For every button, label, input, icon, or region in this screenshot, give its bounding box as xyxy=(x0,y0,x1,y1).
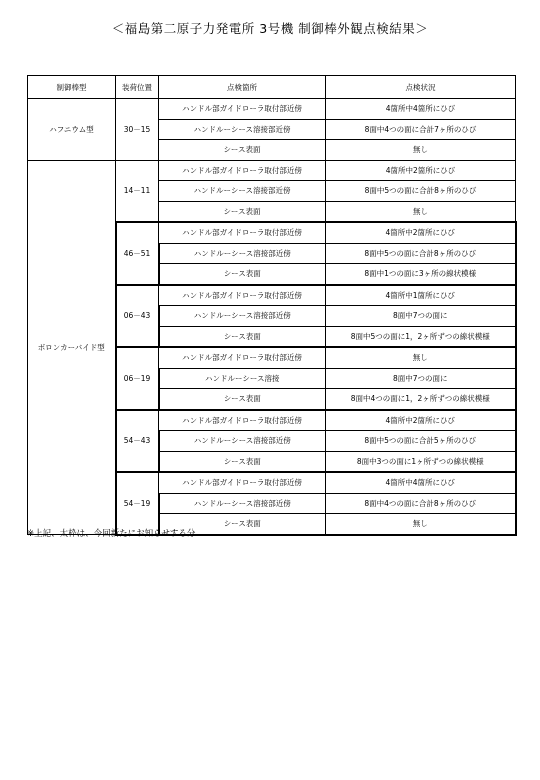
location-cell: シース表面 xyxy=(159,201,326,222)
location-cell: ハンドル部ガイドローラ取付部近傍 xyxy=(159,472,326,493)
status-cell: 8面中4つの面に合計8ヶ所のひび xyxy=(326,493,516,514)
location-cell: ハンドル部ガイドローラ取付部近傍 xyxy=(159,160,326,181)
position-cell: 46－51 xyxy=(116,222,159,285)
status-cell: 8面中5つの面に合計8ヶ所のひび xyxy=(326,243,516,264)
location-cell: ハンドル部ガイドローラ取付部近傍 xyxy=(159,285,326,306)
status-cell: 8面中5つの面に合計5ヶ所のひび xyxy=(326,431,516,452)
position-cell: 06－19 xyxy=(116,347,159,410)
inspection-results-table xyxy=(27,75,517,536)
location-cell: ハンドルーシース溶接部近傍 xyxy=(159,431,326,452)
location-cell: ハンドル部ガイドローラ取付部近傍 xyxy=(159,99,326,120)
table-row xyxy=(28,99,516,120)
status-cell: 無し xyxy=(326,514,516,535)
status-cell: 8面中7つの面に xyxy=(326,306,516,327)
position-cell: 54－19 xyxy=(116,472,159,535)
status-cell: 4箇所中2箇所にひび xyxy=(326,160,516,181)
location-cell: ハンドル部ガイドローラ取付部近傍 xyxy=(159,410,326,431)
status-cell: 8面中3つの面に1ヶ所ずつの線状模様 xyxy=(326,451,516,472)
status-cell: 無し xyxy=(326,201,516,222)
status-cell: 8面中4つの面に1，2ヶ所ずつの線状模様 xyxy=(326,389,516,410)
location-cell: ハンドルーシース溶接部近傍 xyxy=(159,243,326,264)
header-status: 点検状況 xyxy=(326,76,516,99)
position-cell: 30－15 xyxy=(116,99,159,161)
location-cell: ハンドル部ガイドローラ取付部近傍 xyxy=(159,347,326,368)
location-cell: ハンドルーシース溶接部近傍 xyxy=(159,119,326,140)
location-cell: シース表面 xyxy=(159,389,326,410)
rod-type-cell: ボロンカーバイド型 xyxy=(28,160,116,535)
table-body xyxy=(28,99,516,535)
status-cell: 8面中1つの面に3ヶ所の線状模様 xyxy=(326,264,516,285)
status-cell: 4箇所中2箇所にひび xyxy=(326,222,516,243)
status-cell: 8面中5つの面に1，2ヶ所ずつの線状模様 xyxy=(326,326,516,347)
location-cell: ハンドルーシース溶接部近傍 xyxy=(159,493,326,514)
status-cell: 8面中5つの面に合計8ヶ所のひび xyxy=(326,181,516,202)
status-cell: 8面中7つの面に xyxy=(326,368,516,389)
status-cell: 無し xyxy=(326,140,516,161)
location-cell: シース表面 xyxy=(159,264,326,285)
header-rod-type: 制御棒型 xyxy=(28,76,116,99)
header-location: 点検箇所 xyxy=(159,76,326,99)
location-cell: シース表面 xyxy=(159,326,326,347)
table-row xyxy=(28,160,516,181)
location-cell: シース表面 xyxy=(159,451,326,472)
status-cell: 8面中4つの面に合計7ヶ所のひび xyxy=(326,119,516,140)
status-cell: 4箇所中4箇所にひび xyxy=(326,472,516,493)
status-cell: 4箇所中1箇所にひび xyxy=(326,285,516,306)
position-cell: 06－43 xyxy=(116,285,159,348)
location-cell: シース表面 xyxy=(159,140,326,161)
position-cell: 14－11 xyxy=(116,160,159,222)
location-cell: ハンドルーシース溶接部近傍 xyxy=(159,181,326,202)
status-cell: 4箇所中2箇所にひび xyxy=(326,410,516,431)
footnote: ※上記、太枠は、今回新たにお知らせする分 xyxy=(27,529,196,539)
document-title: ＜福島第二原子力発電所 3号機 制御棒外観点検結果＞ xyxy=(111,21,429,36)
header-position: 装荷位置 xyxy=(116,76,159,99)
table-header-row xyxy=(28,76,516,99)
location-cell: シース表面 xyxy=(159,514,326,535)
location-cell: ハンドル部ガイドローラ取付部近傍 xyxy=(159,222,326,243)
status-cell: 無し xyxy=(326,347,516,368)
rod-type-cell: ハフニウム型 xyxy=(28,99,116,161)
location-cell: ハンドルーシース溶接部近傍 xyxy=(159,306,326,327)
location-cell: ハンドルーシース溶接 xyxy=(159,368,326,389)
position-cell: 54－43 xyxy=(116,410,159,473)
status-cell: 4箇所中4箇所にひび xyxy=(326,99,516,120)
